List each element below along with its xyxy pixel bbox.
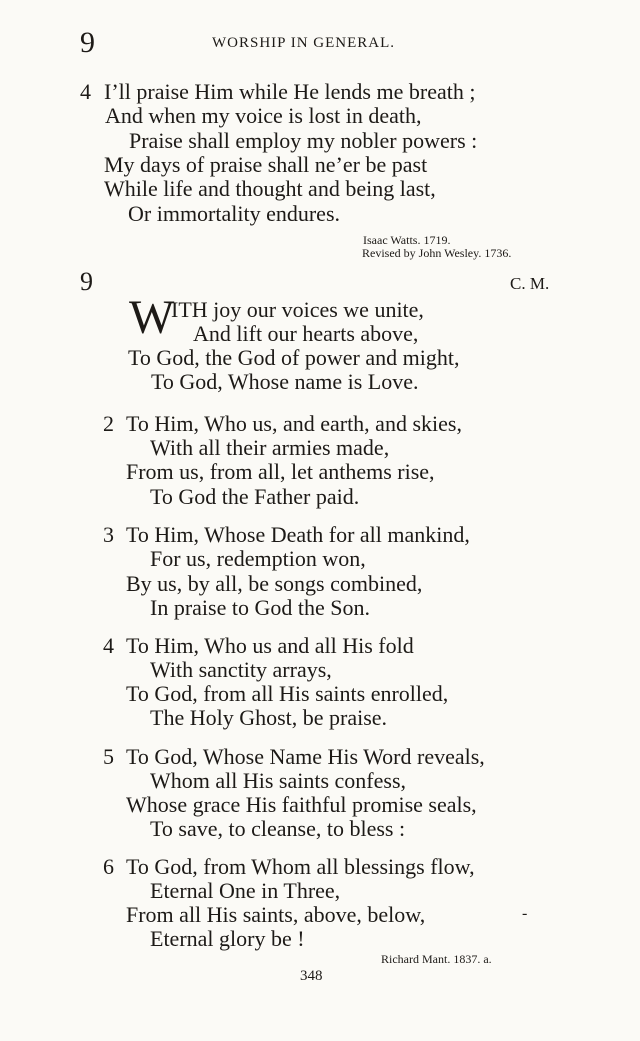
hymn-line: Whose grace His faithful promise seals, xyxy=(126,792,477,817)
hymn-line: And when my voice is lost in death, xyxy=(105,103,422,128)
verse-number: 6 xyxy=(103,854,114,879)
hymn-line: From us, from all, let anthems rise, xyxy=(126,459,435,484)
hymn-line: To God, from Whom all blessings flow, xyxy=(126,854,475,879)
hymn-line: From all His saints, above, below, xyxy=(126,902,426,927)
hymn-line: The Holy Ghost, be praise. xyxy=(150,705,388,730)
hymn-line: By us, by all, be songs combined, xyxy=(126,571,423,596)
hymn-line: For us, redemption won, xyxy=(150,546,366,571)
hymn-line: In praise to God the Son. xyxy=(150,595,370,620)
hymn-meter: C. M. xyxy=(510,274,550,293)
verse-number: 2 xyxy=(103,411,114,436)
hymn-line: Eternal glory be ! xyxy=(150,926,305,951)
hymn-line: To save, to cleanse, to bless : xyxy=(150,816,406,841)
hymn-line: While life and thought and being last, xyxy=(104,176,436,201)
hymn-line: Eternal One in Three, xyxy=(150,878,341,903)
hymn-line: Or immortality endures. xyxy=(128,201,341,226)
hymn-line: With all their armies made, xyxy=(150,435,390,460)
author-credit: Isaac Watts. 1719. xyxy=(363,233,451,247)
verse-number: 5 xyxy=(103,744,114,769)
hymn-line: I’ll praise Him while He lends me breath ; xyxy=(104,79,476,104)
revision-credit: Revised by John Wesley. 1736. xyxy=(362,246,512,260)
hymn-line: And lift our hearts above, xyxy=(193,321,419,346)
hymn-line: With sanctity arrays, xyxy=(150,657,332,682)
stray-dash: - xyxy=(522,905,528,922)
hymn-line: To Him, Who us and all His fold xyxy=(126,633,414,658)
hymn-line: ITH joy our voices we unite, xyxy=(171,297,424,322)
hymn-number: 9 xyxy=(80,267,93,296)
hymn-line: To God, Whose Name His Word reveals, xyxy=(126,744,485,769)
verse-number: 4 xyxy=(103,633,114,658)
hymn-line: Whom all His saints confess, xyxy=(150,768,407,793)
hymn-line: To God the Father paid. xyxy=(150,484,360,509)
hymn-line: To Him, Who us, and earth, and skies, xyxy=(126,411,462,436)
page-number: 9 xyxy=(80,26,95,59)
author-credit: Richard Mant. 1837. a. xyxy=(381,952,492,966)
hymn-line: To God, from all His saints enrolled, xyxy=(126,681,449,706)
hymn-line: To Him, Whose Death for all mankind, xyxy=(126,522,470,547)
drop-cap: W xyxy=(129,291,175,344)
running-head: WORSHIP IN GENERAL. xyxy=(212,35,396,51)
hymn-line: To God, the God of power and might, xyxy=(128,345,460,370)
hymn-line: My days of praise shall ne’er be past xyxy=(104,152,428,177)
hymn-line: To God, Whose name is Love. xyxy=(151,369,419,394)
hymn-line: Praise shall employ my nobler powers : xyxy=(129,128,478,153)
verse-number: 3 xyxy=(103,522,114,547)
verse-number: 4 xyxy=(80,79,91,104)
folio-number: 348 xyxy=(300,968,323,984)
